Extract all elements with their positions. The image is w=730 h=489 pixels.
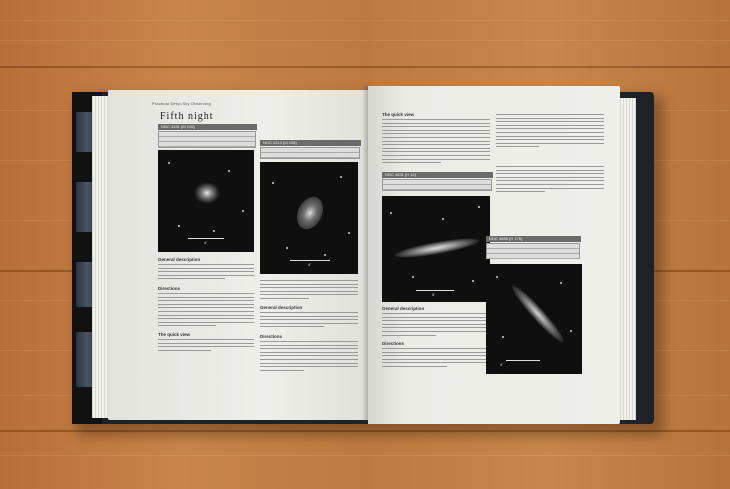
body-text <box>158 293 254 329</box>
section-heading: General description <box>260 305 303 310</box>
body-text <box>382 348 490 370</box>
body-text <box>158 339 254 353</box>
body-text <box>382 313 490 338</box>
body-text <box>260 341 358 373</box>
chapter-title: Fifth night <box>160 111 214 122</box>
section-heading: The quick view <box>382 112 415 117</box>
object-title-bar: NGC 4656 (H 176) <box>486 236 581 242</box>
section-heading: Directions <box>260 334 283 339</box>
galaxy-photo: 4′ <box>486 264 582 374</box>
object-data-table <box>382 179 492 191</box>
object-title-bar: NGC 4151 (M 106) <box>158 124 257 130</box>
section-heading: Directions <box>158 286 181 291</box>
galaxy-photo: 5′ <box>382 196 490 302</box>
body-text <box>260 280 358 302</box>
object-title-bar: NGC 4214 (M 108) <box>260 140 361 146</box>
body-text <box>158 264 254 282</box>
body-text <box>496 166 604 195</box>
object-data-table <box>158 131 256 148</box>
left-page <box>108 90 372 420</box>
right-page <box>368 86 620 424</box>
galaxy-photo: 4′ <box>158 150 254 252</box>
left-page-header: Practical Deep-Sky Observing <box>152 101 211 106</box>
object-data-table <box>260 147 360 159</box>
body-text <box>260 312 358 330</box>
object-title-bar: NGC 4631 (H 42) <box>382 172 493 178</box>
body-text <box>496 114 604 150</box>
section-heading: General description <box>158 257 201 262</box>
body-text <box>382 119 490 166</box>
galaxy-photo: 4′ <box>260 162 358 274</box>
object-data-table <box>486 243 580 259</box>
section-heading: The quick view <box>158 332 191 337</box>
section-heading: Directions <box>382 341 405 346</box>
section-heading: General description <box>382 306 425 311</box>
